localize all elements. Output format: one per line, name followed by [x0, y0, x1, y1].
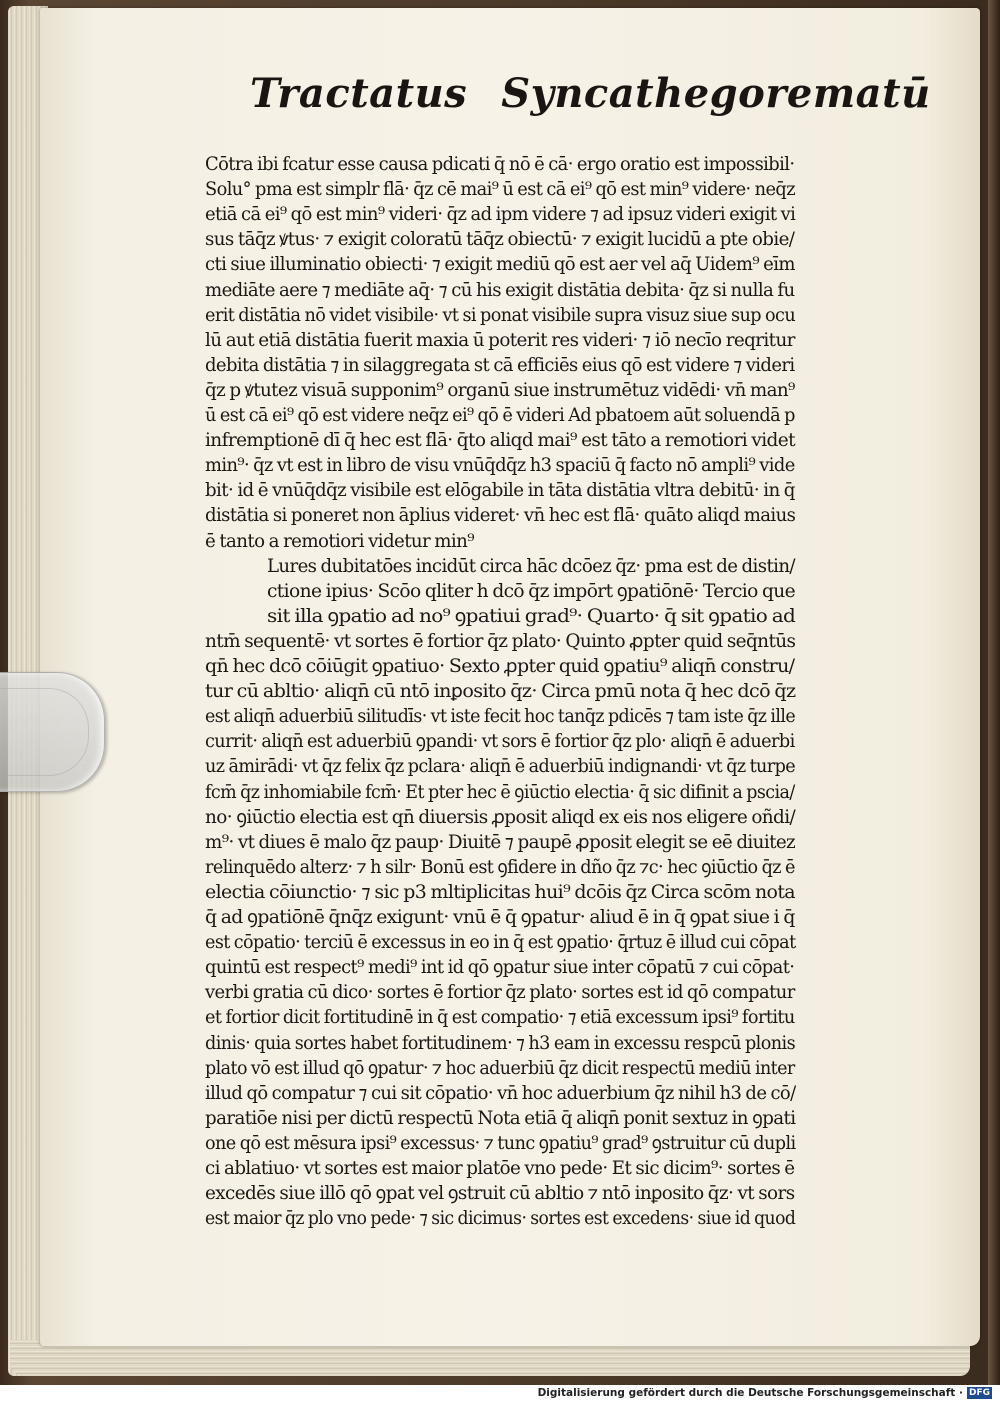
- credit-text: Digitalisierung gefördert durch die Deutsche Forschungsgemeinschaft ·: [537, 1387, 963, 1399]
- text-line: debita distātia ⁊ in silaggregata st cā efficiēs eius qō est videre ⁊ videri: [205, 354, 795, 376]
- text-line: verbi gratia cū dico· sortes ē fortior q̄z plato· sortes est id qō compatur: [205, 982, 795, 1004]
- text-line: m⁹· vt diues ē malo q̄z paup· Diuitē ⁊ paupē ꝓposit elegit se eē diuitez: [205, 831, 796, 853]
- text-line: est aliqn̄ aduerbiū silitudīs· vt iste fecit hoc tanq̄z pdicēs ⁊ tam iste q̄z ille: [205, 706, 796, 728]
- running-head: [250, 70, 931, 130]
- text-line: bit· id ē vnūq̄dq̄z visibile est elōgabile in tāta distātia vltra debitū· in q̄: [205, 480, 795, 502]
- text-line: Solu° pma est simplr flā· q̄z cē mai⁹ ū est cā ei⁹ qō est min⁹ videre· neq̄z: [205, 179, 796, 201]
- dfg-logo: DFG: [968, 1388, 990, 1398]
- text-line: ntm̄ sequentē· vt sortes ē fortior q̄z plato· Quinto ꝓpter quid seq̄ntūs: [205, 630, 796, 652]
- text-line: q̄z p ꝟtutez visuā supponim⁹ organū siue instrumētuz vidēdi· vn̄ man⁹: [205, 379, 795, 401]
- text-line: ctione ipius· Scōo qliter h dcō q̄z impōrt ꝯpatiōnē· Tercio que: [267, 580, 796, 602]
- text-line: quintū est respect⁹ medi⁹ int id qō ꝯpatur siue inter cōpatū ⁊ cui cōpat·: [205, 957, 795, 979]
- text-block: [205, 153, 796, 1230]
- text-line: ū est cā ei⁹ qō est videre neq̄z ei⁹ qō ē videri Ad pbatoem aūt soluendā p: [205, 405, 795, 426]
- text-line: illud qō compatur ⁊ cui sit cōpatio· vn̄ hoc aduerbium q̄z nihil h3 de cō/: [205, 1082, 796, 1104]
- text-line: est cōpatio· terciū ē excessus in eo in q̄ est ꝯpatio· q̄rtuz ē illud cui cōpat: [205, 932, 796, 954]
- text-line: lū aut etiā distātia fuerit maxia ū poterit res videri· ⁊ iō necīo reqritur: [205, 329, 795, 351]
- running-head-word: Syncathegorematū: [501, 70, 931, 117]
- text-line: est maior q̄z plo vno pede· ⁊ sic dicimus· sortes est excedens· siue id quod: [205, 1208, 796, 1230]
- text-line: no· ꝯiūctio electia est qn̄ diuersis ꝓposit aliqd ex eis nos eligere oñdi/: [205, 806, 796, 828]
- text-line: Lures dubitatōes incidūt circa hāc dcōez q̄z· pma est de distin/: [267, 555, 795, 577]
- text-line: infremptionē dī q̄ hec est flā· q̄to aliqd mai⁹ est tāto a remotiori videt: [205, 430, 795, 452]
- text-line: min⁹· q̄z vt est in libro de visu vnūq̄dq̄z h3 spaciū q̄ facto nō ampli⁹ vide: [205, 455, 795, 477]
- text-line: relinquēdo alterz· ⁊ h silr· Bonū est ꝯfidere in dño q̄z ⁊c· hec ꝯiūctio q̄z ē: [205, 856, 795, 878]
- text-line: et fortior dicit fortitudinē in q̄ est compatio· ⁊ etiā excessum ipsi⁹ fortitu: [205, 1007, 795, 1029]
- text-line: q̄ ad ꝯpatiōnē q̄nq̄z exigunt· vnū ē q̄ ꝯpatur· aliud ē in q̄ ꝯpat siue i q̄: [205, 907, 795, 928]
- text-line: tur cū abltio· aliqn̄ cū ntō inꝑosito q̄z· Circa pmū nota q̄ hec dcō q̄z: [205, 681, 796, 703]
- text-line: currit· aliqn̄ est aduerbiū ꝯpandi· vt sors ē fortior q̄z plo· aliqn̄ ē aduerbi: [205, 731, 795, 753]
- text-line: qn̄ hec dcō cōiūgit ꝯpatiuo· Sexto ꝓpter quid ꝯpatiu⁹ aliqn̄ constru/: [205, 656, 795, 677]
- text-line: excedēs siue illō qō ꝯpat vel ꝯstruit cū abltio ⁊ ntō inꝑosito q̄z· vt sors: [205, 1183, 795, 1205]
- text-line: paratiōe nisi per dictū respectū Nota etiā q̄ aliqn̄ ponit sextuz in ꝯpati: [205, 1107, 796, 1129]
- running-head-word: Tractatus: [250, 70, 468, 117]
- text-line: dinis· quia sortes habet fortitudinem· ⁊ h3 eam in excessu respcū plonis: [205, 1032, 796, 1054]
- text-line: Cōtra ibi fcatur esse causa pdicati q̄ nō ē cā· ergo oratio est impossibil·: [205, 154, 795, 175]
- page-clip-inner: [0, 688, 89, 776]
- text-line: electia cōiunctio· ⁊ sic p3 mltiplicitas hui⁹ dcōis q̄z Circa scōm nota: [205, 881, 795, 903]
- text-line: sus tāq̄z ꝟtus· ⁊ exigit coloratū tāq̄z obiectū· ⁊ exigit lucidū a pte obie/: [205, 229, 795, 251]
- text-line: erit distātia nō videt visibile· vt si ponat visibile supra visuz siue sup ocu: [205, 304, 796, 326]
- text-line: fcm̄ q̄z inhomiabile fcm̄· Et pter hec ē ꝯiūctio electia· q̄ sic difinit a pscia/: [205, 781, 795, 803]
- text-line: distātia si poneret non āplius videret· vn̄ hec est flā· quāto aliqd maius: [205, 505, 796, 527]
- digitization-credit: [538, 1385, 992, 1401]
- text-line: ci ablatiuo· vt sortes est maior platōe vno pede· Et sic dicim⁹· sortes ē: [205, 1158, 795, 1179]
- text-line: ē tanto a remotiori videtur min⁹: [205, 530, 474, 552]
- binding-right-edge: [988, 0, 1000, 1385]
- text-line: plato vō est illud qō ꝯpatur· ⁊ hoc aduerbiū q̄z dicit respectū mediū inter: [205, 1057, 795, 1079]
- text-line: cti siue illuminatio obiecti· ⁊ exigit mediū qō est aer vel aq̄ Uidem⁹ eīm: [205, 254, 795, 276]
- text-line: etiā cā ei⁹ qō est min⁹ videri· q̄z ad ipm videre ⁊ ad ipsuz videri exigit vi: [205, 204, 796, 226]
- text-line: one qō est mēsura ipsi⁹ excessus· ⁊ tunc ꝯpatiu⁹ grad⁹ ꝯstruitur cū dupli: [205, 1132, 796, 1154]
- text-line: mediāte aere ⁊ mediāte aq̄· ⁊ cū his exigit distātia debita· q̄z si nulla fu: [205, 279, 795, 301]
- text-line: uz āmirādi· vt q̄z felix q̄z pclara· aliqn̄ ē aduerbiū indignandi· vt q̄z turpe: [205, 756, 796, 778]
- text-line: sit illa ꝯpatio ad no⁹ ꝯpatiui grad⁹· Quarto· q̄ sit ꝯpatio ad: [267, 605, 796, 627]
